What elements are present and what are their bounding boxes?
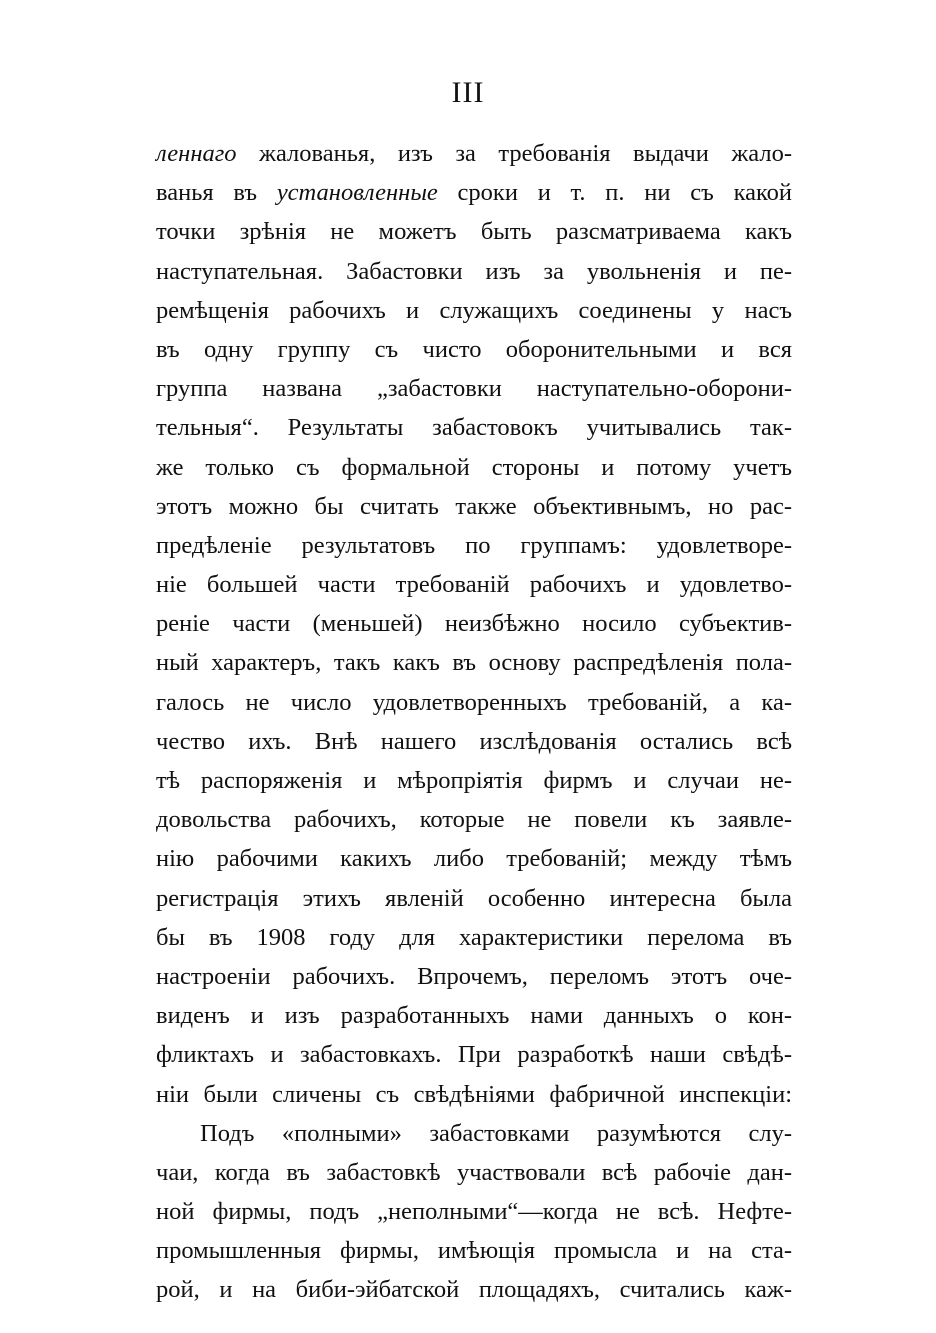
- text-line: [156, 996, 792, 1035]
- text-segment: довольства рабочихъ, которые не повели къ заявле-: [156, 806, 792, 834]
- text-line: [156, 1153, 792, 1192]
- text-segment: чество ихъ. Внѣ нашего изслѣдованія остались всѣ: [156, 727, 792, 755]
- text-line: [156, 291, 792, 330]
- text-segment: виденъ и изъ разработанныхъ нами данныхъ о кон-: [156, 1002, 792, 1030]
- text-line: [156, 526, 792, 565]
- text-segment: тѣ распоряженія и мѣропріятія фирмъ и случаи не-: [156, 767, 792, 794]
- text-line: [156, 1231, 792, 1270]
- text-line: [156, 448, 792, 487]
- page-number: III: [451, 76, 485, 109]
- text-segment: наступательная. Забастовки изъ за увольненія и пе-: [156, 257, 792, 285]
- text-line: [156, 879, 792, 918]
- text-line: [156, 212, 792, 251]
- text-segment: рой, и на биби-эйбатской площадяхъ, считались каж-: [156, 1276, 792, 1304]
- text-segment: фликтахъ и забастовкахъ. При разработкѣ наши свѣдѣ-: [156, 1041, 792, 1069]
- text-segment: регистрація этихъ явленій особенно интересна была: [156, 884, 792, 912]
- text-line: [156, 252, 792, 291]
- text-segment: жалованья, изъ за требованія выдачи жало-: [236, 140, 792, 167]
- text-segment: промышленныя фирмы, имѣющія промысла и на ста-: [156, 1237, 792, 1265]
- text-segment: ремѣщенія рабочихъ и служащихъ соединены у насъ: [156, 296, 792, 324]
- text-line: [156, 643, 792, 682]
- text-segment: же только съ формальной стороны и потому учетъ: [156, 453, 792, 481]
- text-line: [156, 722, 792, 761]
- body-text: [156, 134, 792, 1310]
- italic-text: леннаго: [156, 140, 237, 167]
- text-segment: ванья въ: [156, 179, 277, 207]
- text-line: [156, 408, 792, 447]
- text-segment: этотъ можно бы считать также объективнымъ, но рас-: [156, 492, 792, 520]
- text-line: [156, 761, 792, 800]
- text-segment: точки зрѣнія не можетъ быть разсматриваема какъ: [156, 218, 792, 246]
- text-line: [156, 565, 792, 604]
- text-segment: ніе большей части требованій рабочихъ и удовлетво-: [156, 571, 792, 599]
- text-line: [156, 1035, 792, 1074]
- text-line: [156, 918, 792, 957]
- text-segment: галось не число удовлетворенныхъ требованій, а ка-: [156, 688, 792, 716]
- text-line: [156, 1114, 792, 1153]
- text-segment: реніе части (меньшей) неизбѣжно носило субъектив-: [156, 610, 792, 638]
- text-segment: предѣленіе результатовъ по группамъ: удовлетворе-: [156, 531, 792, 559]
- text-segment: тельныя“. Результаты забастовокъ учитывались так-: [156, 414, 792, 442]
- text-segment: Подъ «полными» забастовками разумѣются слу-: [200, 1119, 792, 1147]
- text-line: [156, 683, 792, 722]
- text-segment: ной фирмы, подъ „неполными“—когда не всѣ. Нефте-: [156, 1198, 792, 1226]
- text-segment: ніи были сличены съ свѣдѣніями фабричной инспекціи:: [156, 1080, 792, 1108]
- text-segment: въ одну группу съ чисто оборонительными и вся: [156, 335, 792, 363]
- text-line: [156, 1075, 792, 1114]
- text-line: [156, 134, 792, 173]
- text-line: [156, 957, 792, 996]
- text-line: [156, 1270, 792, 1309]
- italic-text: установленные: [276, 179, 438, 207]
- text-segment: сроки и т. п. ни съ какой: [437, 179, 792, 207]
- text-line: [156, 604, 792, 643]
- text-segment: бы въ 1908 году для характеристики перелома въ: [156, 923, 792, 951]
- text-segment: чаи, когда въ забастовкѣ участвовали всѣ рабочіе дан-: [156, 1158, 792, 1186]
- text-segment: ный характеръ, такъ какъ въ основу распредѣленія пола-: [156, 649, 792, 677]
- text-line: [156, 1192, 792, 1231]
- text-line: [156, 839, 792, 878]
- text-segment: нію рабочими какихъ либо требованій; между тѣмъ: [156, 845, 792, 873]
- text-line: [156, 173, 792, 212]
- text-line: [156, 800, 792, 839]
- text-segment: настроеніи рабочихъ. Впрочемъ, переломъ этотъ оче-: [156, 962, 792, 990]
- text-line: [156, 369, 792, 408]
- text-line: [156, 330, 792, 369]
- text-line: [156, 487, 792, 526]
- text-segment: группа названа „забастовки наступательно-оборони-: [156, 375, 792, 403]
